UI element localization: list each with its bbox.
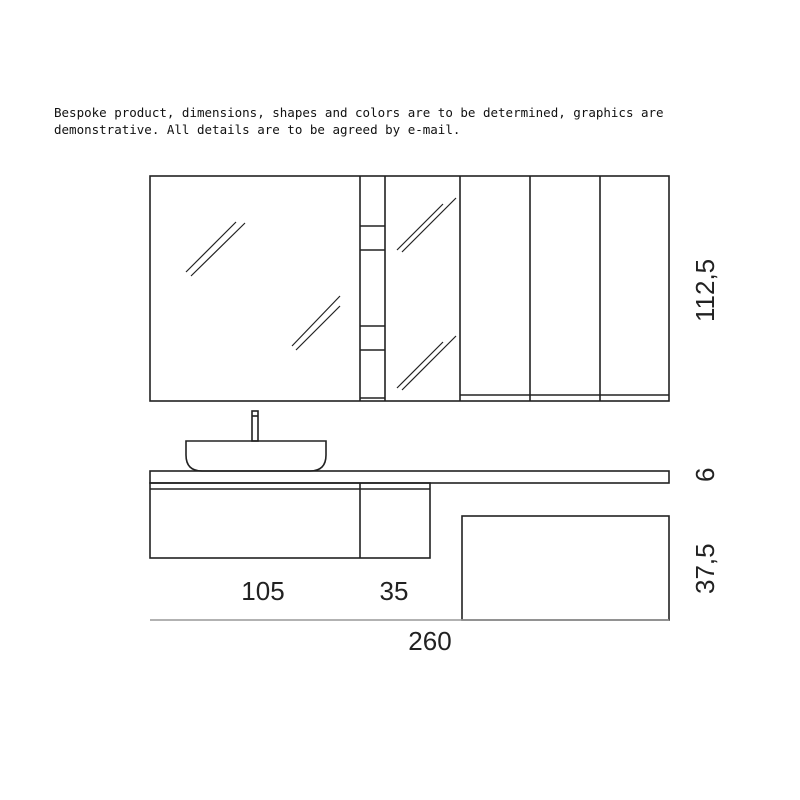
upper-cabinet-outline: [150, 176, 669, 401]
drawer-right-width-label: 35: [379, 576, 409, 606]
countertop: [150, 471, 669, 483]
disclaimer-line-1: Bespoke product, dimensions, shapes and colors are to be determined, graphics are: [54, 105, 664, 120]
vanity-unit: [150, 483, 430, 558]
upper-height-label: 112,5: [690, 258, 720, 322]
total-width-label: 260: [408, 626, 452, 656]
top-thickness-label: 6: [690, 467, 720, 482]
mirror-reflection-marks: [186, 198, 456, 390]
washbasin: [186, 441, 326, 471]
disclaimer-line-2: demonstrative. All details are to be agreed by e-mail.: [54, 122, 461, 137]
lower-height-label: 37,5: [690, 543, 720, 594]
side-cabinet: [462, 516, 669, 620]
drawer-left-width-label: 105: [241, 576, 285, 606]
